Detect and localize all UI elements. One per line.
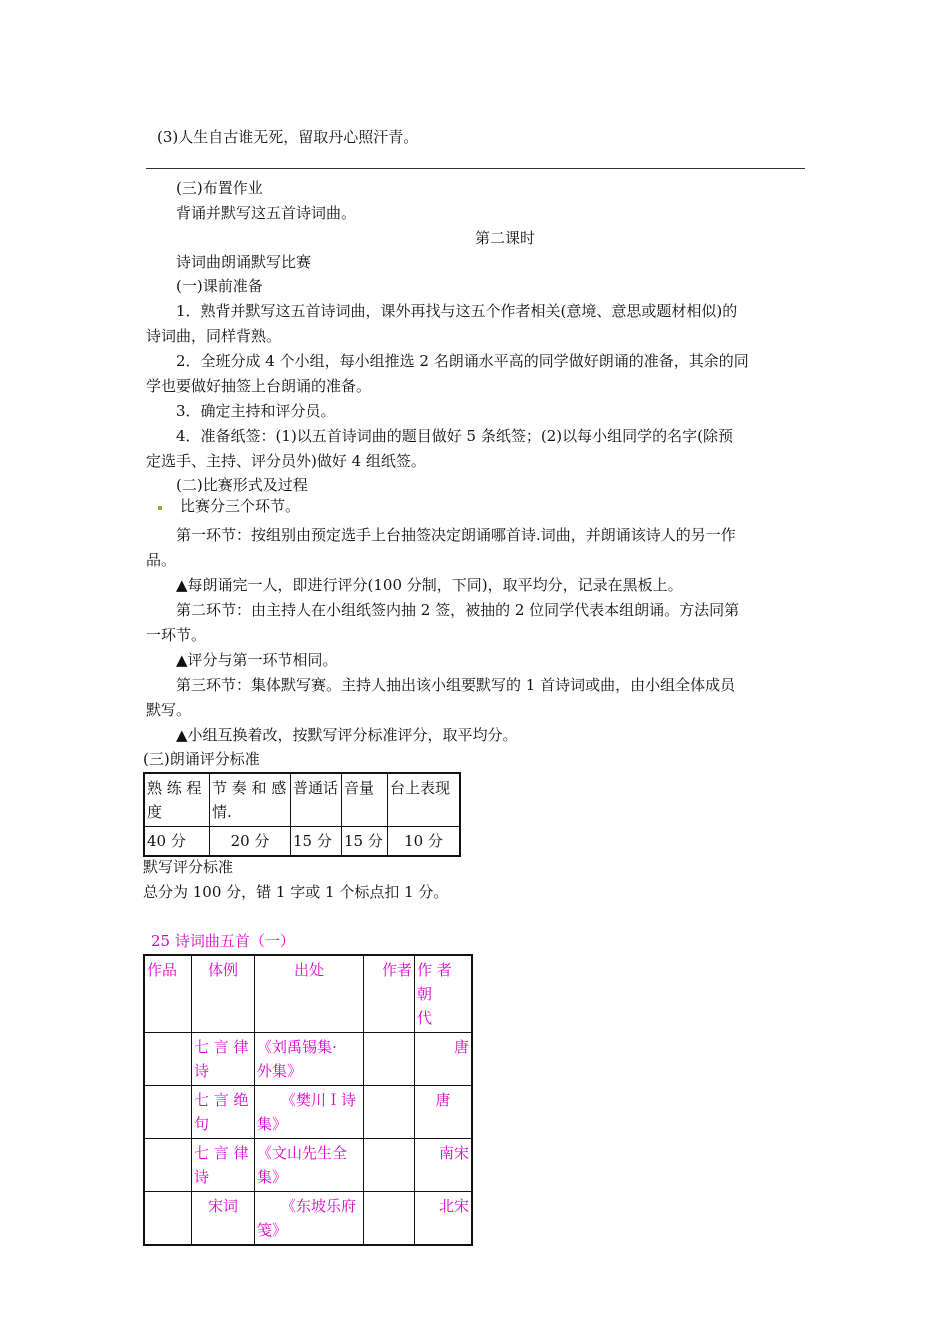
table-cell: 七 言 律 诗 [192, 1139, 255, 1192]
stage-3-cont: 默写。 [146, 701, 192, 719]
stage-3-note: ▲小组互换着改，按默写评分标准评分，取平均分。 [176, 726, 518, 744]
table-row [144, 1086, 472, 1139]
prep-item-2: 2．全班分成 4 个小组，每小组推选 2 名朗诵水平高的同学做好朗诵的准备，其余的同 [176, 352, 749, 370]
table-cell: 南宋 [415, 1139, 473, 1192]
table-header-cell: 台上表现 [388, 773, 461, 827]
process-intro: 比赛分三个环节。 [180, 497, 301, 515]
table-cell: 15 分 [291, 827, 342, 857]
activity-title: 诗词曲朗诵默写比赛 [176, 253, 312, 271]
table-cell: 宋词 [192, 1192, 255, 1246]
table-header-cell: 作 者 朝 代 [415, 955, 473, 1033]
table-cell [364, 1139, 415, 1192]
table-header-cell: 普通话 [291, 773, 342, 827]
table-cell: 《刘禹锡集· 外集》 [255, 1033, 364, 1086]
dictation-title: 默写评分标准 [143, 858, 234, 876]
section-heading-process: (二)比赛形式及过程 [176, 476, 308, 494]
poem-table [143, 954, 473, 1246]
dictation-rule: 总分为 100 分，错 1 字或 1 个标点扣 1 分。 [143, 883, 449, 901]
table-row [144, 1139, 472, 1192]
prep-item-1-cont: 诗词曲，同样背熟。 [146, 327, 282, 345]
table-cell [144, 1192, 192, 1246]
table-cell [144, 1086, 192, 1139]
table-cell: 40 分 [144, 827, 210, 857]
stage-1-note: ▲每朗诵完一人，即进行评分(100 分制，下同)，取平均分，记录在黑板上。 [176, 576, 683, 594]
table-header-cell: 音量 [342, 773, 388, 827]
homework-text: 背诵并默写这五首诗词曲。 [176, 204, 357, 222]
table-header-cell: 出处 [255, 955, 364, 1033]
table-cell: 唐 [415, 1086, 473, 1139]
section-heading-homework: (三)布置作业 [176, 179, 263, 197]
table-header-cell: 作者 [364, 955, 415, 1033]
table-cell [364, 1192, 415, 1246]
table-row [144, 1033, 472, 1086]
divider [146, 168, 805, 169]
stage-2-note: ▲评分与第一环节相同。 [176, 651, 338, 669]
prep-item-2-cont: 学也要做好抽签上台朗诵的准备。 [146, 377, 372, 395]
table-cell: 北宋 [415, 1192, 473, 1246]
poem-line: (3)人生自古谁无死，留取丹心照汗青。 [157, 128, 419, 146]
table-cell: 《东坡乐府 笺》 [255, 1192, 364, 1246]
section-heading-preparation: (一)课前准备 [176, 277, 263, 295]
table-cell [144, 1139, 192, 1192]
table-cell: 七 言 律 诗 [192, 1033, 255, 1086]
table-header-cell: 作品 [144, 955, 192, 1033]
stage-1-cont: 品。 [146, 551, 177, 569]
stage-2: 第二环节：由主持人在小组纸签内抽 2 签，被抽的 2 位同学代表本组朗诵。方法同第 [176, 601, 740, 619]
table-cell: 20 分 [210, 827, 291, 857]
table-cell: 唐 [415, 1033, 473, 1086]
poem-table-title: 25 诗词曲五首（一） [151, 932, 295, 950]
prep-item-3: 3．确定主持和评分员。 [176, 402, 336, 420]
table-header-cell: 熟 练 程 度 [144, 773, 210, 827]
table-cell [364, 1086, 415, 1139]
table-cell [364, 1033, 415, 1086]
table-row [144, 773, 460, 827]
prep-item-4-cont: 定选手、主持、评分员外)做好 4 组纸签。 [146, 452, 426, 470]
table-header-cell: 节 奏 和 感 情. [210, 773, 291, 827]
table-row [144, 827, 460, 857]
stage-3: 第三环节：集体默写赛。主持人抽出该小组要默写的 1 首诗词或曲，由小组全体成员 [176, 676, 736, 694]
table-cell: 《文山先生全 集》 [255, 1139, 364, 1192]
table-header-cell: 体例 [192, 955, 255, 1033]
table-cell: 《樊川Ｉ诗 集》 [255, 1086, 364, 1139]
table-cell: 七 言 绝 句 [192, 1086, 255, 1139]
table-cell: 15 分 [342, 827, 388, 857]
table-row [144, 1192, 472, 1246]
score-table-title: (三)朗诵评分标准 [143, 750, 260, 768]
table-row [144, 955, 472, 1033]
prep-item-1: 1．熟背并默写这五首诗词曲，课外再找与这五个作者相关(意境、意思或题材相似)的 [176, 302, 738, 320]
stage-1: 第一环节：按组别由预定选手上台抽签决定朗诵哪首诗.词曲，并朗诵该诗人的另一作 [176, 526, 736, 544]
bullet-icon [158, 506, 162, 510]
recitation-score-table [143, 772, 461, 857]
stage-2-cont: 一环节。 [146, 626, 207, 644]
lesson-title: 第二课时 [474, 229, 535, 247]
table-cell: 10 分 [388, 827, 461, 857]
table-cell [144, 1033, 192, 1086]
prep-item-4: 4．准备纸签：(1)以五首诗词曲的题目做好 5 条纸签；(2)以每小组同学的名字(除预 [176, 427, 733, 445]
